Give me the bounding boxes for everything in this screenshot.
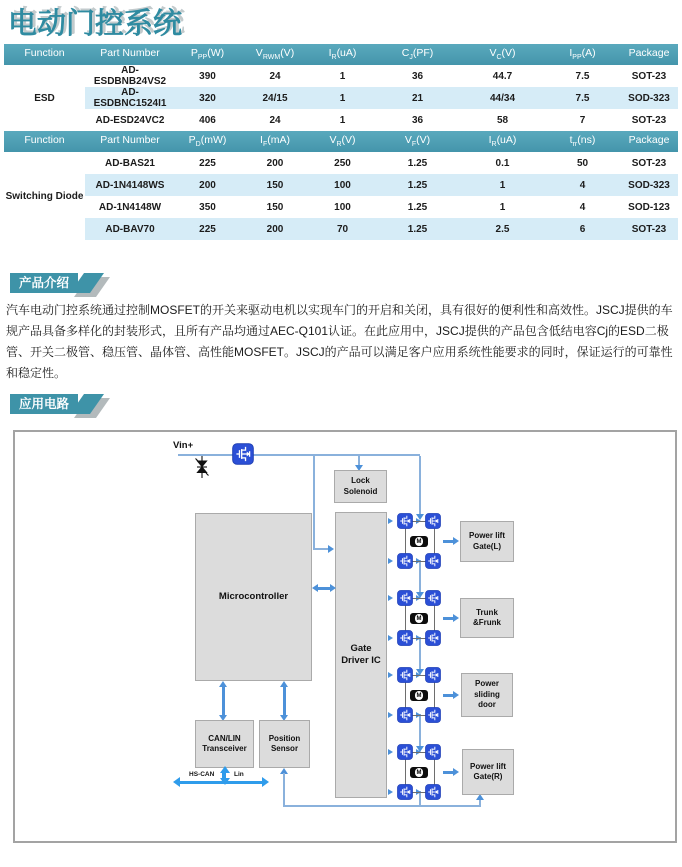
wire-segment	[222, 686, 225, 716]
gate-signal-arrow	[388, 789, 393, 795]
mosfet-icon	[397, 667, 413, 683]
vin-label: Vin+	[173, 440, 194, 451]
table-row	[4, 174, 678, 196]
part-number-cell: AD-ESDBNB24VS2	[93, 65, 167, 87]
tvs-diode-icon	[195, 456, 209, 478]
table-cell: 50	[576, 157, 589, 169]
col-header-function: Function	[4, 131, 85, 152]
col-header-ppp: $P_{PP}(W)$	[175, 44, 240, 65]
col-header-trr: $t_{rr}(ns)$	[545, 131, 620, 152]
h-bridge	[395, 511, 443, 571]
arrowhead-right	[262, 777, 269, 787]
mosfet-icon	[397, 630, 413, 646]
mosfet-icon	[397, 553, 413, 569]
table-row	[4, 152, 678, 174]
table-cell: 1.25	[375, 174, 460, 196]
h-bridge	[395, 588, 443, 648]
table-cell: 6	[545, 218, 620, 240]
part-number-cell: AD-1N4148WS	[85, 174, 175, 196]
gate-driver-ic-box: Gate Driver IC	[335, 512, 387, 798]
mosfet-icon	[425, 784, 441, 800]
table-cell: SOT-23	[631, 114, 667, 126]
gate-signal-arrow	[388, 558, 393, 564]
diode-spec-table	[4, 131, 678, 240]
table-cell: 44/34	[460, 87, 545, 109]
bus-wire	[179, 781, 263, 784]
diode-header-row	[4, 131, 678, 152]
table-cell: SOD-323	[620, 174, 678, 196]
function-cell: ESD	[4, 65, 85, 131]
table-cell: 2.5	[460, 218, 545, 240]
table-cell: 0.1	[495, 157, 510, 169]
table-cell: 200	[266, 157, 284, 169]
part-number-cell: AD-1N4148W	[98, 201, 162, 213]
mosfet-icon	[397, 513, 413, 529]
mosfet-icon	[425, 590, 441, 606]
mosfet-icon	[425, 707, 441, 723]
motor-icon: M	[410, 690, 428, 701]
arrowhead-right	[453, 537, 459, 545]
col-header-ipp: $I_{PP}(A)$	[545, 44, 620, 65]
function-cell: Switching Diode	[4, 152, 85, 240]
h-bridge	[395, 742, 443, 802]
mosfet-icon	[397, 590, 413, 606]
col-header-part-number: Part Number	[85, 44, 175, 65]
table-cell: 1	[339, 114, 346, 126]
table-cell: SOT-23	[631, 70, 667, 82]
table-cell: 1	[339, 70, 346, 82]
table-cell: 36	[411, 70, 424, 82]
table-cell: 44.7	[492, 70, 513, 82]
table-cell: SOT-23	[620, 218, 678, 240]
load-box-power-lift-gate-l: Power lift Gate(L)	[460, 521, 514, 562]
table-cell: 1.25	[407, 201, 428, 213]
col-header-ir: $I_R(uA)$	[460, 131, 545, 152]
table-cell: 225	[175, 218, 240, 240]
table-cell: SOD-123	[628, 201, 670, 213]
col-header-vrwm: $V_{RWM}(V)$	[240, 44, 310, 65]
table-row	[4, 196, 678, 218]
table-row	[4, 87, 678, 109]
arrowhead-right	[453, 614, 459, 622]
table-cell: 200	[240, 218, 310, 240]
table-cell: 390	[199, 70, 216, 82]
table-cell: 225	[199, 157, 216, 169]
h-bridge	[395, 665, 443, 725]
wire-segment	[283, 686, 286, 716]
hs-can-label: HS-CAN	[189, 771, 215, 778]
motor-icon: M	[410, 767, 428, 778]
mosfet-icon	[397, 707, 413, 723]
wire-segment	[313, 548, 328, 550]
table-row	[4, 65, 678, 87]
col-header-package: Package	[620, 131, 678, 152]
table-cell: 1.25	[375, 218, 460, 240]
part-number-cell: AD-BAV70	[85, 218, 175, 240]
wire-segment	[313, 456, 315, 549]
mosfet-icon	[425, 667, 441, 683]
table-cell: 1	[499, 201, 506, 213]
table-cell: 4	[579, 201, 586, 213]
col-header-function: Function	[4, 44, 85, 65]
table-cell: 24/15	[240, 87, 310, 109]
mosfet-icon	[397, 744, 413, 760]
motor-icon: M	[410, 613, 428, 624]
table-cell: 320	[175, 87, 240, 109]
gate-signal-arrow	[388, 672, 393, 678]
table-cell: 100	[334, 201, 351, 213]
wire-segment	[283, 805, 481, 807]
table-cell: 1	[310, 87, 375, 109]
col-header-if: $I_F(mA)$	[240, 131, 310, 152]
position-sensor-box: Position Sensor	[259, 720, 310, 768]
col-header-package: Package	[620, 44, 678, 65]
table-cell: 24	[269, 114, 281, 126]
mosfet-icon	[425, 744, 441, 760]
microcontroller-box: Microcontroller	[195, 513, 312, 681]
wire-segment	[283, 773, 285, 807]
table-cell: 1.25	[407, 157, 428, 169]
load-box-power-sliding-door: Power sliding door	[461, 673, 513, 717]
table-cell: 7	[579, 114, 586, 126]
lin-label: Lin	[234, 771, 244, 778]
application-circuit-diagram	[13, 430, 677, 843]
col-header-cj: $C_J(PF)$	[375, 44, 460, 65]
table-cell: 350	[199, 201, 216, 213]
motor-icon: M	[410, 536, 428, 547]
mosfet-icon	[397, 784, 413, 800]
table-cell: 406	[199, 114, 216, 126]
intro-paragraph: 汽车电动门控系统通过控制MOSFET的开关来驱动电机以实现车门的开启和关闭，具有很好的便利性和高效性。JSCJ提供的车规产品具备多样化的封装形式，且所有产品均通过AEC-Q101认证。在此应用中，JSCJ提供的产品包含低结电容Cj的ESD二极管、开关二极管、稳压管、晶体管、高性能MOSFET。JSCJ的产品可以满足客户应用系统性能要求的同时，保证运行的可靠性和稳定性。	[6, 303, 673, 380]
table-cell: 36	[411, 114, 424, 126]
can-lin-transceiver-box: CAN/LIN Transceiver	[195, 720, 254, 768]
col-header-vc: $V_C(V)$	[460, 44, 545, 65]
arrowhead-right	[328, 545, 334, 553]
table-cell: 250	[334, 157, 351, 169]
wire-segment	[317, 587, 331, 590]
col-header-vf: $V_F(V)$	[375, 131, 460, 152]
col-header-part-number: Part Number	[85, 131, 175, 152]
col-header-ir: $I_R(uA)$	[310, 44, 375, 65]
mosfet-icon	[425, 513, 441, 529]
lock-solenoid-box: Lock Solenoid	[334, 470, 387, 503]
table-cell: 4	[545, 174, 620, 196]
part-number-cell: AD-ESDBNC1524I1	[85, 87, 175, 109]
gate-signal-arrow	[388, 518, 393, 524]
gate-signal-arrow	[388, 595, 393, 601]
table-cell: SOD-323	[620, 87, 678, 109]
page-title: 电动门控系统	[8, 8, 183, 40]
wire-segment	[479, 800, 481, 807]
table-cell: 200	[175, 174, 240, 196]
table-row	[4, 109, 678, 131]
vin-power-wire	[178, 454, 420, 456]
table-cell: 7.5	[545, 87, 620, 109]
table-cell: 70	[310, 218, 375, 240]
wire-segment	[419, 456, 421, 514]
table-cell: 21	[375, 87, 460, 109]
table-cell: 150	[240, 174, 310, 196]
gate-signal-arrow	[388, 749, 393, 755]
mosfet-icon	[425, 630, 441, 646]
col-header-pd: $P_D(mW)$	[175, 131, 240, 152]
table-cell: SOT-23	[631, 157, 667, 169]
mosfet-icon	[425, 553, 441, 569]
load-box-power-lift-gate-r: Power lift Gate(R)	[462, 749, 514, 795]
table-row	[4, 218, 678, 240]
gate-signal-arrow	[388, 712, 393, 718]
part-number-cell: AD-ESD24VC2	[95, 114, 165, 126]
gate-signal-arrow	[388, 635, 393, 641]
table-cell: 7.5	[575, 70, 590, 82]
arrowhead-right	[330, 584, 336, 592]
part-number-cell: AD-BAS21	[104, 157, 155, 169]
mosfet-icon	[232, 443, 254, 465]
section-tab-intro: 产品介绍	[10, 273, 78, 293]
table-cell: 58	[496, 114, 509, 126]
arrowhead-right	[453, 691, 459, 699]
col-header-vr: $V_R(V)$	[310, 131, 375, 152]
table-cell: 150	[266, 201, 284, 213]
esd-spec-table	[4, 44, 678, 131]
load-box-trunk-frunk: Trunk &Frunk	[460, 598, 514, 638]
table-cell: 24	[269, 70, 281, 82]
esd-header-row	[4, 44, 678, 65]
table-cell: 100	[310, 174, 375, 196]
arrowhead-right	[453, 768, 459, 776]
table-cell: 1	[460, 174, 545, 196]
section-tab-circuit: 应用电路	[10, 394, 78, 414]
